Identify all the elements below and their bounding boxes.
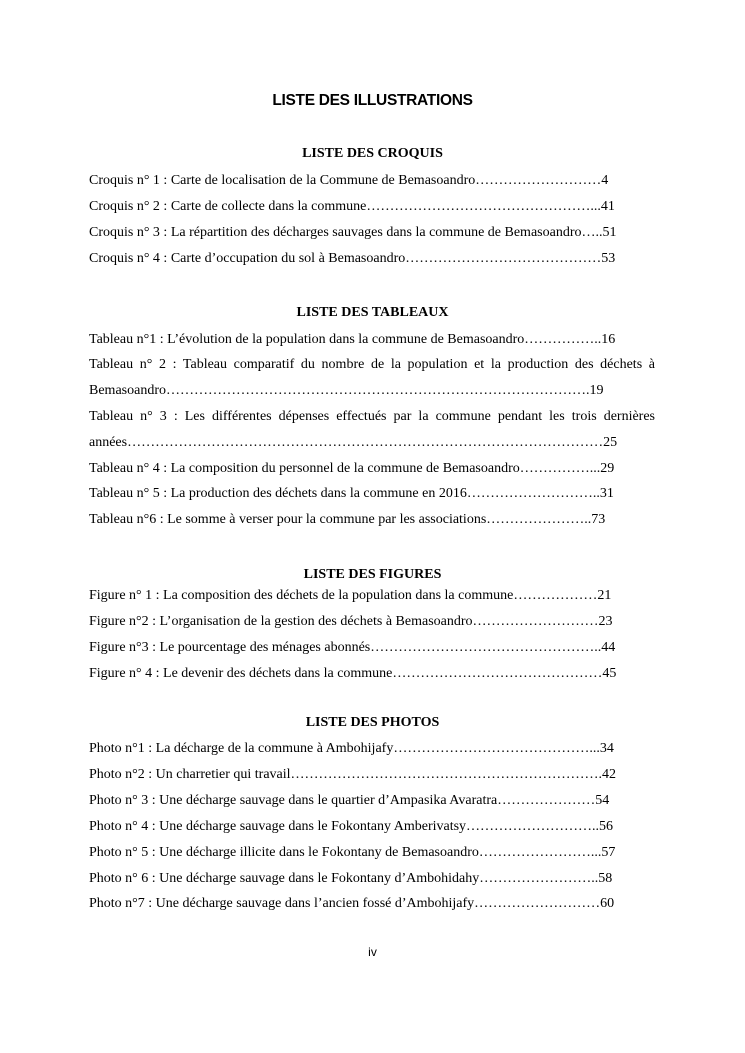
page-title: LISTE DES ILLUSTRATIONS (272, 92, 473, 109)
figures-heading: LISTE DES FIGURES (303, 567, 442, 582)
figure-entry: Figure n° 4 : Le devenir des déchets dans la commune………………………………………45 (89, 666, 617, 681)
photo-entry: Photo n° 6 : Une décharge sauvage dans le Fokontany d’Ambohidahy……………………..58 (89, 871, 613, 886)
photo-entry: Photo n° 3 : Une décharge sauvage dans le quartier d’Ampasika Avaratra…………………54 (89, 793, 610, 808)
tableau-entry: Tableau n° 4 : La composition du personnel de la commune de Bemasoandro……………...29 (89, 461, 615, 476)
croquis-entry: Croquis n° 1 : Carte de localisation de la Commune de Bemasoandro………………………4 (89, 173, 609, 188)
figure-entry: Figure n°3 : Le pourcentage des ménages abonnés…………………………………………..44 (89, 640, 616, 655)
photo-entry: Photo n°2 : Un charretier qui travail………………………………………………………….42 (89, 767, 617, 782)
tableau-entry: Tableau n° 5 : La production des déchets dans la commune en 2016………………………..31 (89, 486, 614, 501)
photo-entry: Photo n° 4 : Une décharge sauvage dans le Fokontany Amberivatsy………………………..56 (89, 819, 614, 834)
croquis-entry: Croquis n° 4 : Carte d’occupation du sol à Bemasoandro……………………………………53 (89, 251, 616, 266)
croquis-heading: LISTE DES CROQUIS (302, 146, 443, 161)
tableau-entry: Tableau n°6 : Le somme à verser pour la commune par les associations…………………..73 (89, 512, 606, 527)
tableaux-heading: LISTE DES TABLEAUX (296, 305, 449, 320)
tableau-entry: Tableau n° 3 : Les différentes dépenses effectués par la commune pendant les trois dernières (89, 409, 655, 424)
tableau-entry-continuation: Bemasoandro……………………………………………………………………………….19 (89, 383, 604, 398)
croquis-entry: Croquis n° 3 : La répartition des décharges sauvages dans la commune de Bemasoandro…..51 (89, 225, 617, 240)
tableau-entry: Tableau n°1 : L’évolution de la population dans la commune de Bemasoandro……………..16 (89, 332, 616, 347)
photo-entry: Photo n°7 : Une décharge sauvage dans l’ancien fossé d’Ambohijafy………………………60 (89, 896, 615, 911)
photos-heading: LISTE DES PHOTOS (305, 715, 440, 730)
photo-entry: Photo n° 5 : Une décharge illicite dans le Fokontany de Bemasoandro……………………...57 (89, 845, 616, 860)
page-number: iv (368, 945, 377, 959)
photo-entry: Photo n°1 : La décharge de la commune à Ambohijafy……………………………………...34 (89, 741, 614, 756)
tableau-entry: Tableau n° 2 : Tableau comparatif du nombre de la population et la production des déchets à (89, 357, 655, 372)
figure-entry: Figure n°2 : L’organisation de la gestion des déchets à Bemasoandro………………………23 (89, 614, 613, 629)
figure-entry: Figure n° 1 : La composition des déchets de la population dans la commune………………21 (89, 588, 612, 603)
tableau-entry-continuation: années…………………………………………………………………………………………25 (89, 435, 618, 450)
croquis-entry: Croquis n° 2 : Carte de collecte dans la commune…………………………………………...41 (89, 199, 615, 214)
